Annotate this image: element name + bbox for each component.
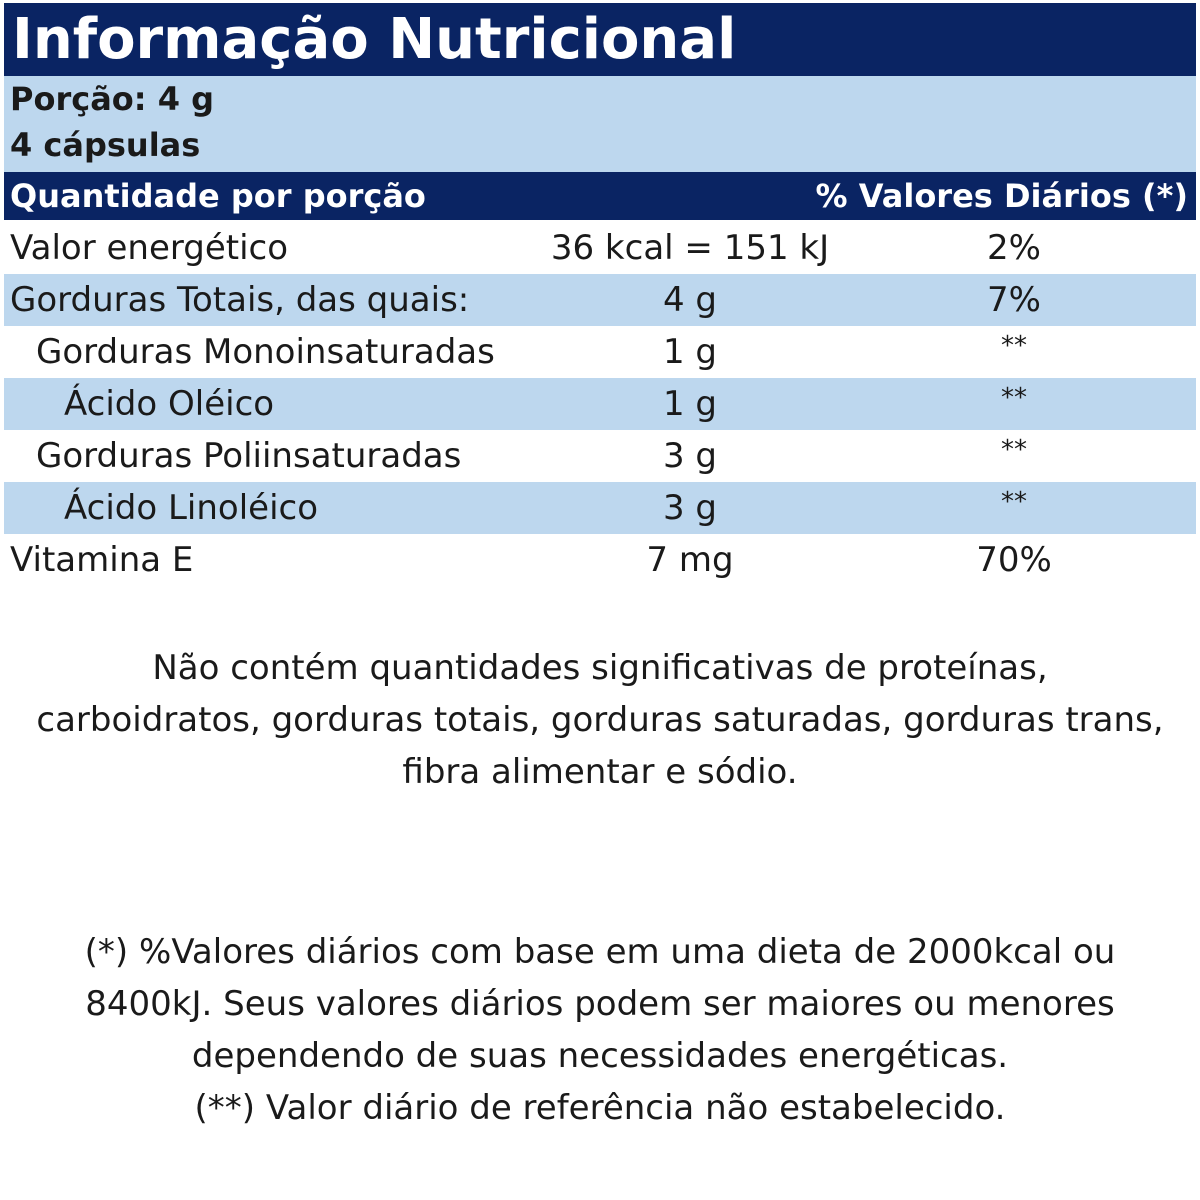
portion-block — [4, 76, 1196, 172]
insignificant-quantities-note — [0, 642, 1200, 798]
column-header-bar — [4, 172, 1196, 220]
nutrient-amount: 3 g — [662, 488, 718, 528]
table-row — [4, 430, 1196, 482]
note-line: carboidratos, gorduras totais, gorduras saturadas, gorduras trans, — [36, 700, 1164, 740]
table-row — [4, 326, 1196, 378]
portion-size: Porção: 4 g — [10, 80, 215, 118]
footnote-line: (**) Valor diário de referência não estabelecido. — [194, 1088, 1006, 1128]
nutrient-daily-value: ** — [1001, 435, 1027, 465]
nutrient-name: Ácido Linoléico — [64, 488, 319, 528]
nutrient-name: Valor energético — [10, 228, 289, 268]
note-line: Não contém quantidades significativas de proteínas, — [152, 648, 1048, 688]
capsule-count: 4 cápsulas — [10, 126, 201, 164]
nutrient-daily-value: 70% — [976, 540, 1052, 580]
nutrient-daily-value: 2% — [987, 228, 1041, 268]
nutrient-amount: 7 mg — [646, 540, 734, 580]
nutrient-daily-value: ** — [1001, 487, 1027, 517]
nutrient-name: Gorduras Totais, das quais: — [10, 280, 470, 320]
nutrient-daily-value: 7% — [987, 280, 1041, 320]
footnote-line: 8400kJ. Seus valores diários podem ser maiores ou menores — [85, 984, 1115, 1024]
nutrient-name: Gorduras Monoinsaturadas — [36, 332, 495, 372]
header-quantity-per-portion: Quantidade por porção — [10, 177, 426, 215]
table-row — [4, 222, 1196, 274]
nutrient-name: Gorduras Poliinsaturadas — [36, 436, 462, 476]
nutrient-rows — [4, 222, 1196, 586]
daily-values-footnote — [0, 926, 1200, 1134]
nutrient-amount: 1 g — [662, 332, 718, 372]
footnote-line: dependendo de suas necessidades energéticas. — [191, 1036, 1009, 1076]
nutrient-daily-value: ** — [1001, 383, 1027, 413]
header-daily-values: % Valores Diários (*) — [815, 177, 1188, 215]
nutrient-amount: 1 g — [662, 384, 718, 424]
nutrient-amount: 36 kcal = 151 kJ — [550, 228, 830, 268]
nutrient-daily-value: ** — [1001, 331, 1027, 361]
note-line: fibra alimentar e sódio. — [402, 752, 798, 792]
nutrient-name: Ácido Oléico — [64, 384, 275, 424]
nutrient-amount: 3 g — [662, 436, 718, 476]
nutrient-amount: 4 g — [662, 280, 718, 320]
table-row — [4, 534, 1196, 586]
nutrient-name: Vitamina E — [10, 540, 194, 580]
table-row — [4, 378, 1196, 430]
table-row — [4, 274, 1196, 326]
nutrition-title: Informação Nutricional — [4, 3, 1196, 76]
table-row — [4, 482, 1196, 534]
footnote-line: (*) %Valores diários com base em uma dieta de 2000kcal ou — [84, 932, 1116, 972]
